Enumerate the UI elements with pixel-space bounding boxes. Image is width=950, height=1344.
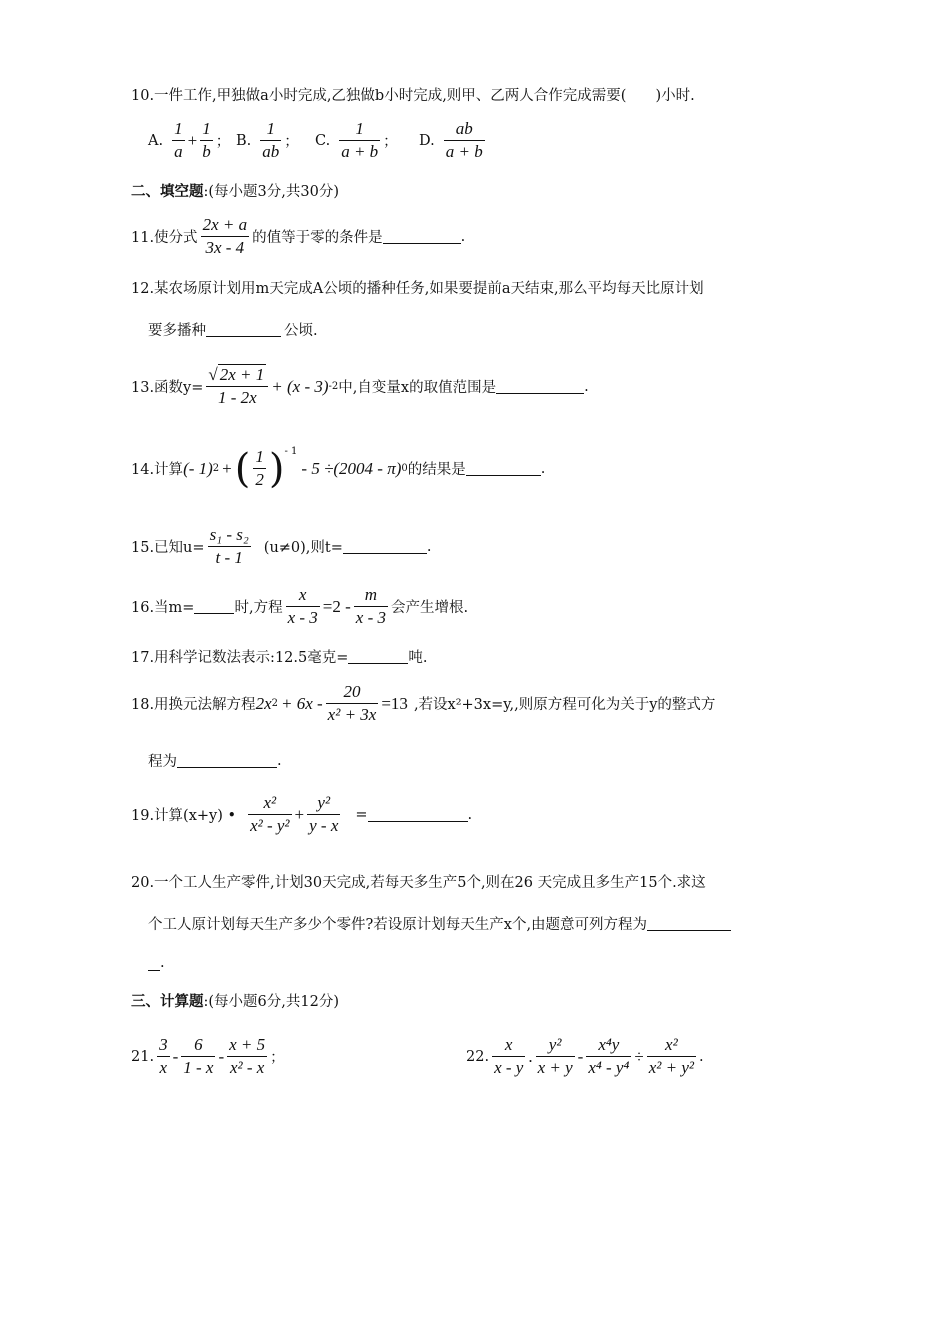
option-c: C. $\frac{1}{a + b}$ ； — [315, 119, 398, 161]
answer-blank[interactable] — [383, 229, 461, 244]
answer-blank[interactable] — [194, 599, 234, 614]
question-18: 18.用换元法解方程 2x 2 + 6x - $\frac{20}{\text{x² + 3x}}$ =13 ,若设x²+3x=y,,则原方程可化为关于y的整式方 — [131, 682, 716, 724]
question-20: 20.一个工人生产零件,计划30天完成,若每天多生产5个,则在26 天完成且多生产15个.求这 — [131, 875, 706, 891]
question-16: 16.当m= 时,方程 $\frac{x}{x - 3}$ =2 - $\frac{m}{x - 3}$ 会产生增根. — [131, 585, 469, 627]
question-10-text: 10.一件工作,甲独做a小时完成,乙独做b小时完成,则甲、乙两人合作完成需要( )小时. — [131, 88, 695, 104]
answer-blank[interactable] — [343, 539, 427, 554]
question-10-options — [148, 118, 488, 163]
answer-blank[interactable] — [148, 956, 160, 971]
question-20-cont: 个工人原计划每天生产多少个零件?若设原计划每天生产x个,由题意可列方程为 — [148, 913, 731, 934]
question-13: 13.函数y= $\frac{√ 2x + 1}{1 - 2x}$ + (x - 3) -2 中,自变量x的取值范围是 . — [131, 365, 589, 407]
answer-blank[interactable] — [177, 753, 277, 768]
question-12-cont: 要多播种 公顷. — [148, 323, 318, 339]
question-14: 14.计算 (- 1) 2 + ( $\frac{1}{2}$ ) $^{- 1}$ - 5 ÷(2004 - π) 0 的结果是 . — [131, 445, 546, 492]
question-17: 17.用科学记数法表示:12.5毫克= 吨. — [131, 650, 428, 666]
question-15: 15.已知u= $\frac{\text{s₁ - s₂}}{t - 1}$ (u≠0),则t= . — [131, 525, 432, 567]
question-19: 19.计算(x+y) • $\frac{\text{x²}}{\text{x² - y²}}$ + $\frac{\text{y²}}{y - x}$ = . — [131, 793, 473, 835]
section-2-heading: 二、填空题 :(每小题3分,共30分) — [131, 183, 339, 200]
option-a: A. $\frac{1}{a}$ + $\frac{1}{b}$ ； — [148, 119, 231, 161]
question-11: 11.使分式 $\frac{2x + a}{3x - 4}$ 的值等于零的条件是 . — [131, 215, 466, 257]
option-b: B. $\frac{1}{ab}$ ； — [236, 119, 299, 161]
answer-blank[interactable] — [496, 379, 584, 394]
question-22: 22. $\frac{x}{x - y}$ . $\frac{\text{y²}}{x + y}$ - $\frac{\text{x⁴y}}{\text{x⁴ - y⁴}}$ ÷ $\frac{\text{x²}}{\text{x² + y²}}$ . — [466, 1035, 704, 1077]
answer-blank[interactable] — [348, 649, 408, 664]
answer-blank[interactable] — [368, 807, 468, 822]
answer-blank[interactable] — [466, 461, 541, 476]
answer-blank[interactable] — [206, 322, 281, 337]
question-10 — [131, 84, 695, 105]
answer-blank[interactable] — [647, 916, 731, 931]
section-3-heading: 三、计算题 :(每小题6分,共12分) — [131, 993, 339, 1010]
question-20-cont2: . — [148, 955, 165, 971]
question-18-cont: 程为 . — [148, 752, 282, 770]
question-21: 21. $\frac{3}{x}$ - $\frac{6}{1 - x}$ - $\frac{x + 5}{\text{x² - x}}$ ； — [131, 1035, 285, 1077]
option-d: D. $\frac{ab}{a + b}$ — [419, 119, 483, 161]
question-12: 12.某农场原计划用m天完成A公顷的播种任务,如果要提前a天结束,那么平均每天比原计划 — [131, 281, 704, 297]
